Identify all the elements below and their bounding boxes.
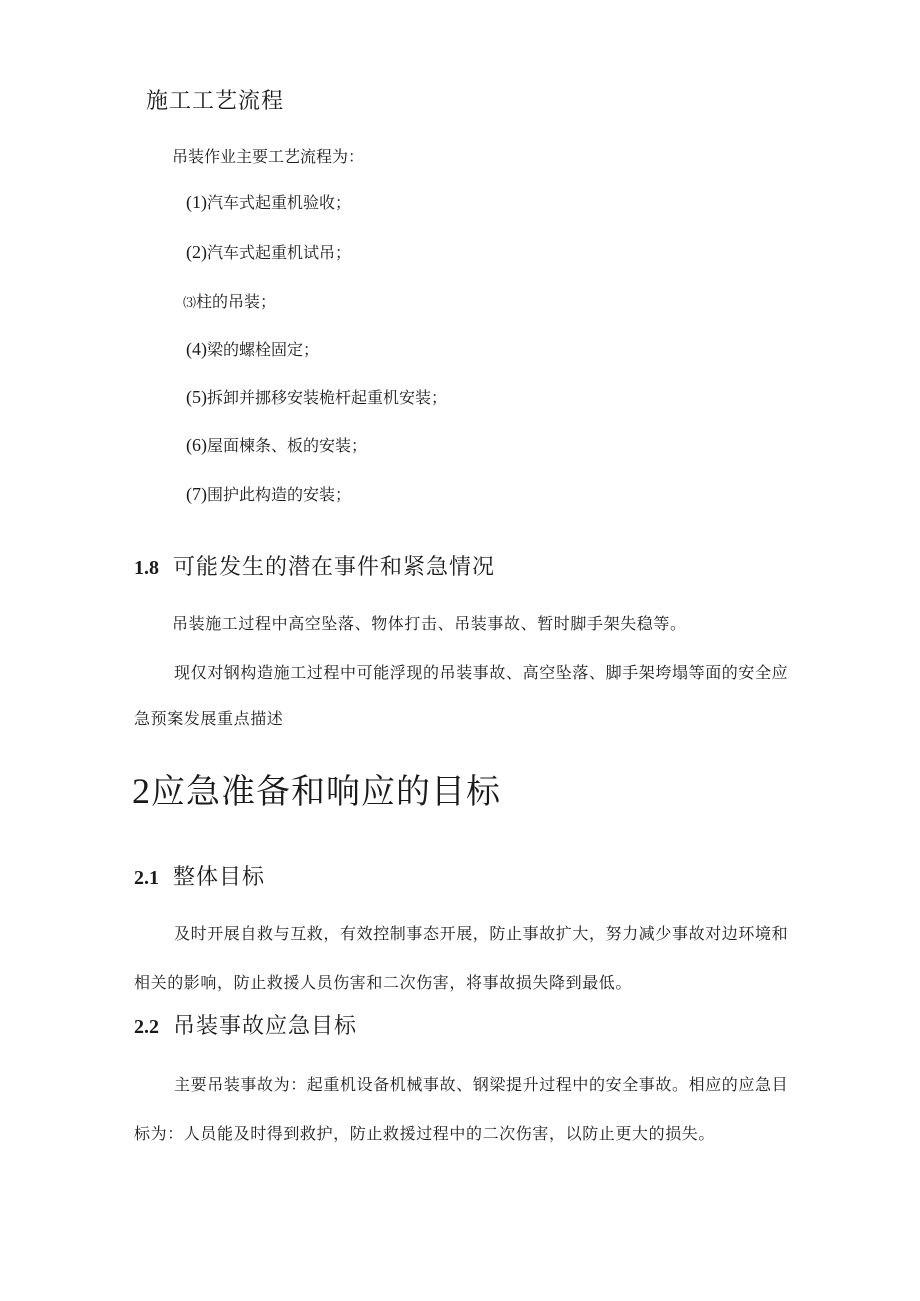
section-number: 1.8 (134, 557, 159, 579)
paragraph: 吊装施工过程中高空坠落、物体打击、吊装事故、暂时脚手架失稳等。 (172, 614, 687, 633)
list-item-text: 梁的螺栓固定； (207, 340, 320, 359)
paragraph-line: 标为：人员能及时得到救护，防止救援过程中的二次伤害，以防止更大的损失。 (134, 1124, 716, 1143)
section-heading-2-2 (134, 1009, 357, 1040)
section-title: 整体目标 (173, 865, 266, 890)
section-number: 2.2 (134, 1016, 159, 1038)
section-title-process: 施工工艺流程 (146, 89, 285, 114)
section-heading-2-1 (134, 860, 265, 891)
process-list-item (186, 433, 367, 456)
paragraph-line: 主要吊装事故为：起重机设备机械事故、钢梁提升过程中的安全事故。相应的应急目 (174, 1075, 789, 1094)
process-list-item (186, 385, 447, 408)
list-item-number: ⑶ (183, 295, 197, 310)
section-title: 吊装事故应急目标 (173, 1014, 358, 1039)
process-list-item (186, 337, 319, 360)
list-item-text: 柱的吊装； (196, 292, 277, 311)
paragraph-line: 及时开展自救与互救，有效控制事态开展，防止事故扩大，努力减少事故对边环境和 (174, 924, 789, 943)
process-list-item (186, 240, 351, 263)
section-heading-1-8 (134, 550, 495, 581)
list-item-text: 汽车式起重机试吊； (207, 243, 352, 262)
list-item-number: (4) (186, 339, 207, 359)
process-list-item (186, 190, 351, 213)
process-list-item (183, 289, 276, 312)
process-list-item (186, 482, 351, 505)
list-item-text: 汽车式起重机验收； (207, 193, 352, 212)
section-title: 可能发生的潜在事件和紧急情况 (173, 555, 496, 580)
paragraph-line: 相关的影响，防止救援人员伤害和二次伤害，将事故损失降到最低。 (134, 973, 633, 992)
list-item-number: (6) (186, 435, 207, 455)
list-item-number: (5) (186, 387, 207, 407)
list-item-text: 屋面楝条、板的安装； (207, 436, 368, 455)
list-item-number: (2) (186, 242, 207, 262)
list-item-number: (7) (186, 484, 207, 504)
list-item-text: 围护此构造的安装； (207, 485, 352, 504)
chapter-title: 应急准备和响应的目标 (151, 772, 501, 812)
chapter-number: 2 (132, 771, 151, 811)
process-intro: 吊装作业主要工艺流程为： (172, 147, 365, 166)
paragraph-line: 急预案发展重点描述 (134, 709, 284, 728)
section-number: 2.1 (134, 867, 159, 889)
chapter-heading-2 (132, 764, 501, 813)
list-item-text: 拆卸并挪移安装桅杆起重机安装； (207, 388, 448, 407)
list-item-number: (1) (186, 192, 207, 212)
paragraph-line: 现仅对钢构造施工过程中可能浮现的吊装事故、高空坠落、脚手架垮塌等面的安全应 (174, 663, 789, 682)
